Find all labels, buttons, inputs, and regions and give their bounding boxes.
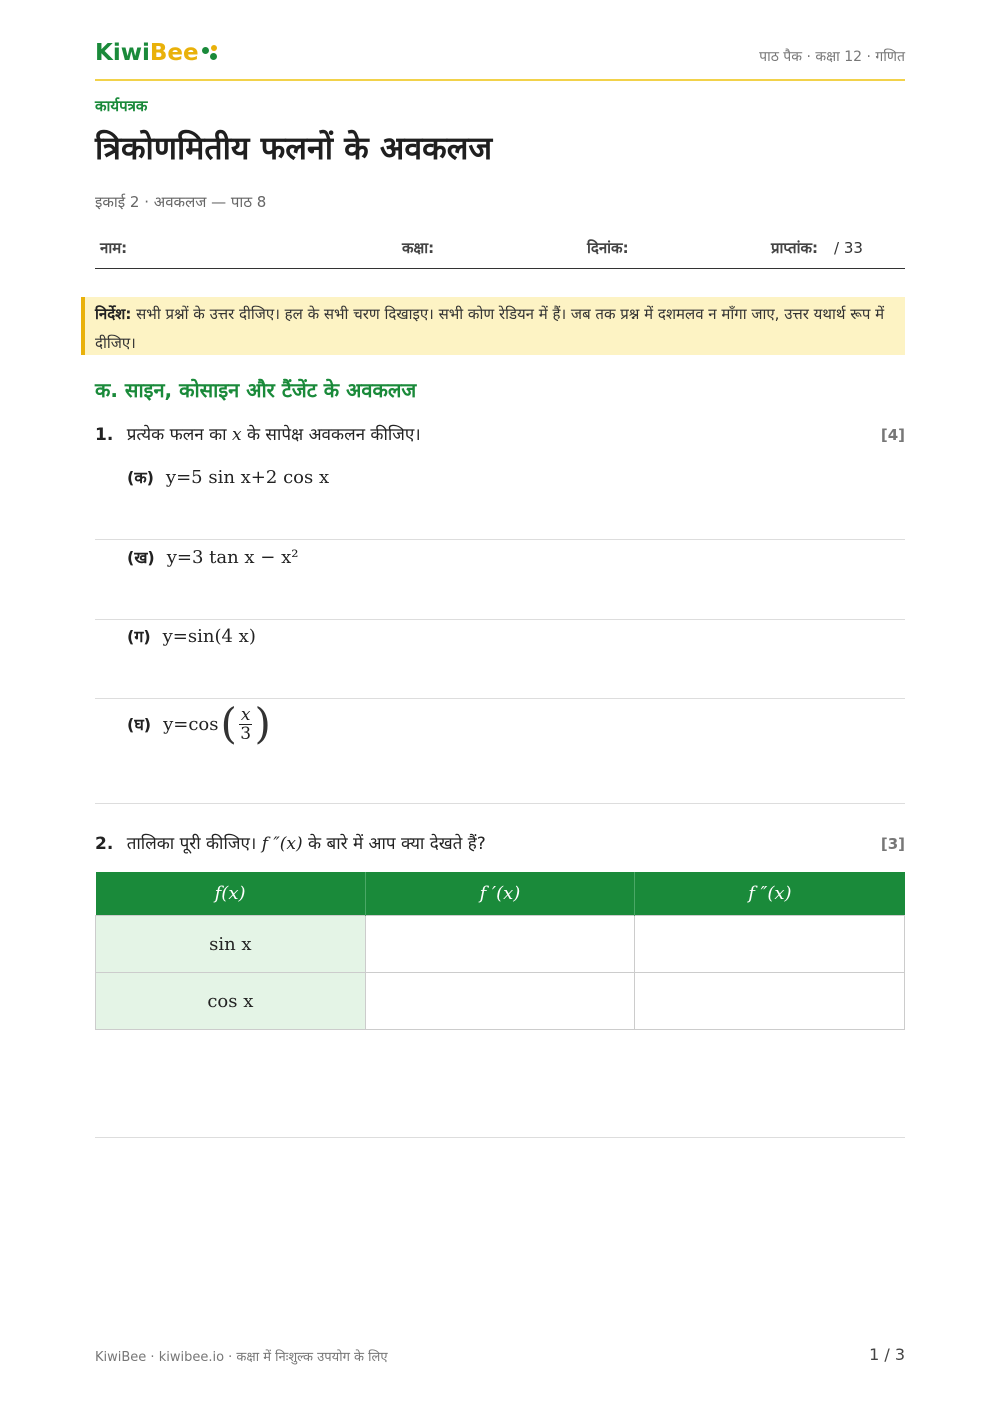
- date-field[interactable]: [587, 238, 629, 258]
- worksheet-kicker: कार्यपत्रक: [95, 97, 148, 115]
- logo-kiwi-text: Kiwi: [95, 40, 150, 66]
- answer-line[interactable]: [95, 698, 905, 699]
- column-header: f ′(x): [365, 872, 635, 916]
- date-label: दिनांक:: [587, 239, 629, 257]
- logo-bee-text: Bee: [149, 40, 199, 66]
- fraction-denominator: 3: [240, 723, 252, 744]
- name-field[interactable]: [100, 238, 127, 258]
- fraction-numerator: x: [240, 704, 251, 725]
- page-number: 1 / 3: [869, 1345, 905, 1364]
- column-header: f ″(x): [635, 872, 905, 916]
- instructions-label: निर्देश:: [95, 305, 132, 323]
- footer-credit: KiwiBee · kiwibee.io · कक्षा में निःशुल्क उपयोग के लिए: [95, 1350, 388, 1365]
- question-2: [95, 831, 905, 854]
- answer-line[interactable]: [95, 539, 905, 540]
- table-row: [96, 973, 905, 1030]
- worksheet-page: [95, 0, 905, 1413]
- derivative-table: [95, 872, 905, 1030]
- part-a: [127, 466, 329, 488]
- part-b: [127, 546, 298, 568]
- part-label: (ग): [127, 627, 151, 646]
- fraction: ( $\frac{x}{3}$ ): [220, 699, 271, 748]
- part-expression: y=sin(4 x): [162, 625, 256, 647]
- part-expression: y=3 tan x − x²: [166, 546, 299, 568]
- question-1: [95, 422, 905, 445]
- table-header-row: [96, 872, 905, 916]
- question-marks: [3]: [880, 835, 905, 853]
- part-d: [127, 699, 271, 748]
- answer-cell[interactable]: [365, 916, 635, 973]
- unit-subtitle: इकाई 2 · अवकलज — पाठ 8: [95, 193, 267, 211]
- question-number: 2.: [95, 834, 114, 854]
- function-cell: cos x: [96, 973, 366, 1030]
- score-field[interactable]: [771, 238, 863, 258]
- question-text-before: प्रत्येक फलन का: [126, 425, 227, 445]
- part-label: (क): [127, 468, 154, 487]
- answer-cell[interactable]: [635, 916, 905, 973]
- class-field[interactable]: [402, 238, 434, 258]
- part-label: (घ): [127, 715, 152, 734]
- answer-line[interactable]: [95, 1137, 905, 1138]
- question-text-after: के सापेक्ष अवकलन कीजिए।: [246, 425, 421, 445]
- instructions-box: [81, 297, 905, 355]
- part-expression-prefix: y=cos: [163, 713, 219, 735]
- table-row: [96, 916, 905, 973]
- part-label: (ख): [127, 548, 155, 567]
- question-expression: f ″(x): [261, 834, 303, 854]
- class-label: कक्षा:: [402, 239, 435, 257]
- part-expression: y=5 sin x+2 cos x: [165, 466, 330, 488]
- column-header: f(x): [96, 872, 366, 916]
- kiwibee-logo: [95, 38, 220, 68]
- question-marks: [4]: [880, 426, 905, 444]
- function-cell: sin x: [96, 916, 366, 973]
- student-info-row: [95, 232, 905, 269]
- part-c: [127, 625, 256, 647]
- header-divider: [95, 79, 905, 81]
- section-heading: क. साइन, कोसाइन और टैंजेंट के अवकलज: [95, 378, 417, 402]
- instructions-text: सभी प्रश्नों के उत्तर दीजिए। हल के सभी चरण दिखाइए। सभी कोण रेडियन में हैं। जब तक प्रश्न में दशमलव न माँगा जाए, उत्तर यथार्थ रूप में दीजिए।: [95, 305, 885, 352]
- score-total: / 33: [834, 239, 863, 257]
- score-label: प्राप्तांक:: [771, 239, 818, 257]
- question-text-before: तालिका पूरी कीजिए।: [126, 834, 257, 854]
- page-title: त्रिकोणमितीय फलनों के अवकलज: [95, 129, 493, 167]
- question-text-after: के बारे में आप क्या देखते हैं?: [308, 834, 486, 854]
- answer-cell[interactable]: [365, 973, 635, 1030]
- answer-cell[interactable]: [635, 973, 905, 1030]
- name-label: नाम:: [100, 239, 128, 257]
- course-info: पाठ पैक · कक्षा 12 · गणित: [759, 49, 905, 65]
- answer-line[interactable]: [95, 619, 905, 620]
- answer-line[interactable]: [95, 803, 905, 804]
- question-variable: x: [231, 425, 242, 445]
- question-number: 1.: [95, 425, 114, 445]
- logo-dots-icon: [202, 43, 220, 63]
